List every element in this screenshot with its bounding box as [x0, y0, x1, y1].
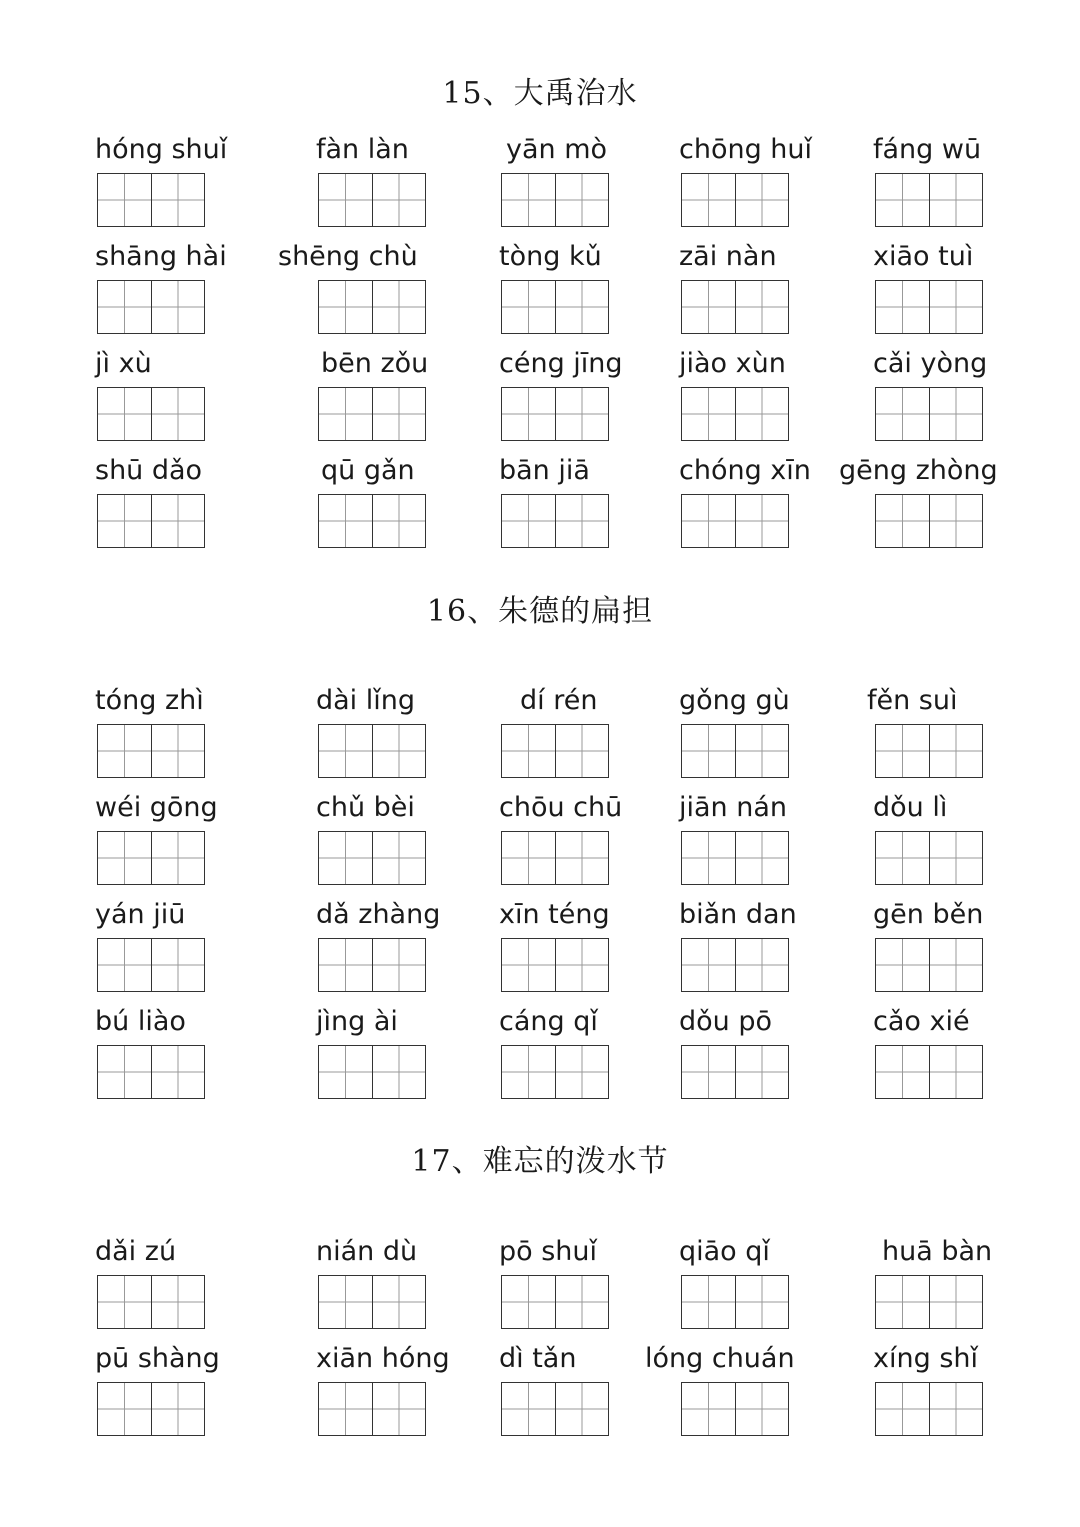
tian-zi-ge-writing-box[interactable] [501, 724, 609, 778]
pinyin-label: fěn suì [867, 685, 958, 716]
pinyin-label: pō shuǐ [499, 1236, 598, 1267]
character-cell[interactable] [319, 1276, 372, 1328]
tian-zi-ge-writing-box[interactable] [97, 280, 205, 334]
tian-zi-ge-writing-box[interactable] [318, 173, 426, 227]
character-cell[interactable] [555, 281, 609, 333]
character-cell[interactable] [151, 939, 205, 991]
character-cell[interactable] [319, 281, 372, 333]
character-cell[interactable] [151, 1276, 205, 1328]
section-title-15: 15、大禹治水 [442, 76, 638, 111]
tian-zi-ge-writing-box[interactable] [318, 387, 426, 441]
character-cell[interactable] [372, 388, 426, 440]
tian-zi-ge-writing-box[interactable] [97, 938, 205, 992]
pinyin-label: bēn zǒu [321, 348, 429, 379]
pinyin-label: lóng chuán [645, 1343, 795, 1374]
character-cell[interactable] [682, 725, 735, 777]
pinyin-label: qū gǎn [321, 455, 415, 486]
character-cell[interactable] [98, 725, 151, 777]
character-cell[interactable] [682, 281, 735, 333]
pinyin-label: jiān nán [679, 792, 788, 823]
character-cell[interactable] [876, 1276, 929, 1328]
character-cell[interactable] [735, 174, 789, 226]
word-item [95, 133, 335, 243]
pinyin-label: zāi nàn [679, 241, 777, 272]
character-cell[interactable] [682, 1276, 735, 1328]
tian-zi-ge-writing-box[interactable] [681, 280, 789, 334]
pinyin-label: chōng huǐ [679, 134, 813, 165]
pinyin-label: jì xù [95, 348, 152, 379]
tian-zi-ge-writing-box[interactable] [875, 1275, 983, 1329]
character-cell[interactable] [555, 388, 609, 440]
character-cell[interactable] [876, 174, 929, 226]
tian-zi-ge-writing-box[interactable] [501, 1382, 609, 1436]
tian-zi-ge-writing-box[interactable] [501, 494, 609, 548]
tian-zi-ge-writing-box[interactable] [681, 1045, 789, 1099]
tian-zi-ge-writing-box[interactable] [97, 173, 205, 227]
pinyin-label: dǒu lì [873, 792, 948, 823]
pinyin-label: dài lǐng [316, 685, 416, 716]
pinyin-label: jiào xùn [679, 348, 786, 379]
character-cell[interactable] [319, 388, 372, 440]
tian-zi-ge-writing-box[interactable] [97, 831, 205, 885]
character-cell[interactable] [502, 281, 555, 333]
character-cell[interactable] [98, 174, 151, 226]
character-cell[interactable] [319, 1383, 372, 1435]
pinyin-label: chōu chū [499, 792, 623, 823]
pinyin-label: xīn téng [499, 899, 610, 930]
pinyin-label: biǎn dan [679, 899, 797, 930]
character-cell[interactable] [876, 281, 929, 333]
tian-zi-ge-writing-box[interactable] [97, 494, 205, 548]
pinyin-label: bān jiā [499, 455, 590, 486]
character-cell[interactable] [151, 1383, 205, 1435]
pinyin-label: shāng hài [95, 241, 227, 272]
pinyin-label: jìng ài [316, 1006, 398, 1037]
character-cell[interactable] [502, 388, 555, 440]
pinyin-label: wéi gōng [95, 792, 218, 823]
word-item [873, 1005, 1080, 1115]
pinyin-label: gēn běn [873, 899, 984, 930]
character-cell[interactable] [372, 1046, 426, 1098]
tian-zi-ge-writing-box[interactable] [97, 724, 205, 778]
character-cell[interactable] [151, 725, 205, 777]
character-cell[interactable] [735, 495, 789, 547]
character-cell[interactable] [876, 495, 929, 547]
character-cell[interactable] [876, 832, 929, 884]
character-cell[interactable] [98, 281, 151, 333]
tian-zi-ge-writing-box[interactable] [875, 494, 983, 548]
pinyin-label: fáng wū [873, 134, 982, 165]
tian-zi-ge-writing-box[interactable] [97, 1275, 205, 1329]
pinyin-label: nián dù [316, 1236, 418, 1267]
tian-zi-ge-writing-box[interactable] [501, 173, 609, 227]
tian-zi-ge-writing-box[interactable] [681, 938, 789, 992]
tian-zi-ge-writing-box[interactable] [681, 724, 789, 778]
section-title-16: 16、朱德的扁担 [426, 594, 654, 629]
character-cell[interactable] [502, 1046, 555, 1098]
character-cell[interactable] [319, 1046, 372, 1098]
character-cell[interactable] [876, 725, 929, 777]
word-item [95, 1235, 335, 1345]
pinyin-label: dǎi zú [95, 1236, 177, 1267]
character-cell[interactable] [319, 939, 372, 991]
character-cell[interactable] [502, 1383, 555, 1435]
character-cell[interactable] [555, 832, 609, 884]
pinyin-label: cǎo xié [873, 1006, 970, 1037]
character-cell[interactable] [151, 495, 205, 547]
pinyin-label: gēng zhòng [839, 455, 998, 486]
character-cell[interactable] [876, 1383, 929, 1435]
tian-zi-ge-writing-box[interactable] [875, 938, 983, 992]
character-cell[interactable] [502, 725, 555, 777]
word-item [873, 898, 1080, 1008]
pinyin-label: cǎi yòng [873, 348, 988, 379]
word-item [95, 1005, 335, 1115]
pinyin-label: céng jīng [499, 348, 623, 379]
character-cell[interactable] [372, 281, 426, 333]
pinyin-label: yán jiū [95, 899, 186, 930]
character-cell[interactable] [502, 939, 555, 991]
pinyin-label: dí rén [520, 685, 598, 716]
character-cell[interactable] [98, 832, 151, 884]
pinyin-label: gǒng gù [679, 685, 790, 716]
character-cell[interactable] [682, 495, 735, 547]
tian-zi-ge-writing-box[interactable] [875, 1382, 983, 1436]
tian-zi-ge-writing-box[interactable] [318, 1275, 426, 1329]
word-item [873, 1342, 1080, 1452]
tian-zi-ge-writing-box[interactable] [318, 280, 426, 334]
character-cell[interactable] [98, 939, 151, 991]
pinyin-label: tóng zhì [95, 685, 204, 716]
character-cell[interactable] [929, 495, 983, 547]
character-cell[interactable] [929, 1046, 983, 1098]
character-cell[interactable] [98, 1276, 151, 1328]
character-cell[interactable] [319, 495, 372, 547]
pinyin-label: cáng qǐ [499, 1006, 598, 1037]
character-cell[interactable] [682, 1383, 735, 1435]
character-cell[interactable] [319, 832, 372, 884]
tian-zi-ge-writing-box[interactable] [97, 387, 205, 441]
pinyin-label: yān mò [506, 134, 608, 165]
character-cell[interactable] [682, 174, 735, 226]
character-cell[interactable] [372, 1276, 426, 1328]
character-cell[interactable] [929, 388, 983, 440]
tian-zi-ge-writing-box[interactable] [318, 1382, 426, 1436]
character-cell[interactable] [735, 1046, 789, 1098]
tian-zi-ge-writing-box[interactable] [501, 1275, 609, 1329]
pinyin-label: dì tǎn [499, 1343, 577, 1374]
character-cell[interactable] [682, 832, 735, 884]
tian-zi-ge-writing-box[interactable] [681, 1275, 789, 1329]
character-cell[interactable] [929, 1276, 983, 1328]
character-cell[interactable] [372, 174, 426, 226]
tian-zi-ge-writing-box[interactable] [875, 280, 983, 334]
word-item [873, 347, 1080, 457]
character-cell[interactable] [151, 174, 205, 226]
pinyin-label: shēng chù [278, 241, 418, 272]
section-title-17: 17、难忘的泼水节 [411, 1144, 669, 1179]
pinyin-label: xiān hóng [316, 1343, 450, 1374]
word-item [95, 791, 335, 901]
character-cell[interactable] [372, 495, 426, 547]
character-cell[interactable] [319, 174, 372, 226]
word-item [873, 1235, 1080, 1345]
character-cell[interactable] [98, 1046, 151, 1098]
character-cell[interactable] [502, 495, 555, 547]
word-item [873, 133, 1080, 243]
character-cell[interactable] [929, 725, 983, 777]
tian-zi-ge-writing-box[interactable] [501, 387, 609, 441]
pinyin-label: fàn làn [316, 134, 409, 165]
tian-zi-ge-writing-box[interactable] [501, 1045, 609, 1099]
character-cell[interactable] [876, 1046, 929, 1098]
pinyin-label: xíng shǐ [873, 1343, 978, 1374]
tian-zi-ge-writing-box[interactable] [875, 724, 983, 778]
character-cell[interactable] [682, 388, 735, 440]
character-cell[interactable] [555, 174, 609, 226]
tian-zi-ge-writing-box[interactable] [875, 1045, 983, 1099]
character-cell[interactable] [555, 725, 609, 777]
pinyin-label: hóng shuǐ [95, 134, 228, 165]
character-cell[interactable] [98, 388, 151, 440]
tian-zi-ge-writing-box[interactable] [318, 938, 426, 992]
pinyin-label: shū dǎo [95, 455, 203, 486]
character-cell[interactable] [929, 1383, 983, 1435]
character-cell[interactable] [929, 281, 983, 333]
character-cell[interactable] [151, 388, 205, 440]
tian-zi-ge-writing-box[interactable] [875, 387, 983, 441]
character-cell[interactable] [502, 174, 555, 226]
tian-zi-ge-writing-box[interactable] [318, 724, 426, 778]
pinyin-label: dǒu pō [679, 1006, 773, 1037]
word-item [95, 454, 335, 564]
pinyin-label: tòng kǔ [499, 241, 602, 272]
character-cell[interactable] [735, 1276, 789, 1328]
character-cell[interactable] [735, 832, 789, 884]
character-cell[interactable] [682, 1046, 735, 1098]
tian-zi-ge-writing-box[interactable] [97, 1045, 205, 1099]
pinyin-label: xiāo tuì [873, 241, 974, 272]
character-cell[interactable] [735, 1383, 789, 1435]
word-item [867, 684, 1080, 794]
character-cell[interactable] [151, 832, 205, 884]
tian-zi-ge-writing-box[interactable] [681, 831, 789, 885]
tian-zi-ge-writing-box[interactable] [875, 173, 983, 227]
character-cell[interactable] [929, 939, 983, 991]
tian-zi-ge-writing-box[interactable] [681, 387, 789, 441]
character-cell[interactable] [735, 939, 789, 991]
tian-zi-ge-writing-box[interactable] [681, 1382, 789, 1436]
character-cell[interactable] [372, 1383, 426, 1435]
character-cell[interactable] [876, 939, 929, 991]
word-item [95, 1342, 335, 1452]
character-cell[interactable] [319, 725, 372, 777]
pinyin-label: pū shàng [95, 1343, 220, 1374]
tian-zi-ge-writing-box[interactable] [318, 494, 426, 548]
character-cell[interactable] [502, 1276, 555, 1328]
character-cell[interactable] [372, 725, 426, 777]
character-cell[interactable] [555, 1383, 609, 1435]
character-cell[interactable] [682, 939, 735, 991]
tian-zi-ge-writing-box[interactable] [318, 831, 426, 885]
character-cell[interactable] [98, 495, 151, 547]
character-cell[interactable] [151, 1046, 205, 1098]
character-cell[interactable] [151, 281, 205, 333]
pinyin-label: chǔ bèi [316, 792, 415, 823]
tian-zi-ge-writing-box[interactable] [501, 831, 609, 885]
word-item [873, 791, 1080, 901]
word-item [95, 898, 335, 1008]
tian-zi-ge-writing-box[interactable] [501, 938, 609, 992]
pinyin-label: bú liào [95, 1006, 186, 1037]
word-item [95, 347, 335, 457]
character-cell[interactable] [735, 281, 789, 333]
tian-zi-ge-writing-box[interactable] [681, 173, 789, 227]
character-cell[interactable] [372, 832, 426, 884]
character-cell[interactable] [555, 495, 609, 547]
word-item [873, 240, 1080, 350]
character-cell[interactable] [929, 174, 983, 226]
character-cell[interactable] [555, 939, 609, 991]
tian-zi-ge-writing-box[interactable] [875, 831, 983, 885]
pinyin-label: chóng xīn [679, 455, 811, 486]
tian-zi-ge-writing-box[interactable] [501, 280, 609, 334]
character-cell[interactable] [98, 1383, 151, 1435]
character-cell[interactable] [929, 832, 983, 884]
word-item [839, 454, 1080, 564]
character-cell[interactable] [555, 1046, 609, 1098]
tian-zi-ge-writing-box[interactable] [97, 1382, 205, 1436]
character-cell[interactable] [735, 725, 789, 777]
character-cell[interactable] [735, 388, 789, 440]
character-cell[interactable] [502, 832, 555, 884]
pinyin-label: dǎ zhàng [316, 899, 441, 930]
character-cell[interactable] [876, 388, 929, 440]
pinyin-label: huā bàn [882, 1236, 993, 1267]
tian-zi-ge-writing-box[interactable] [318, 1045, 426, 1099]
pinyin-label: qiāo qǐ [679, 1236, 770, 1267]
character-cell[interactable] [555, 1276, 609, 1328]
word-item [95, 684, 335, 794]
tian-zi-ge-writing-box[interactable] [681, 494, 789, 548]
character-cell[interactable] [372, 939, 426, 991]
